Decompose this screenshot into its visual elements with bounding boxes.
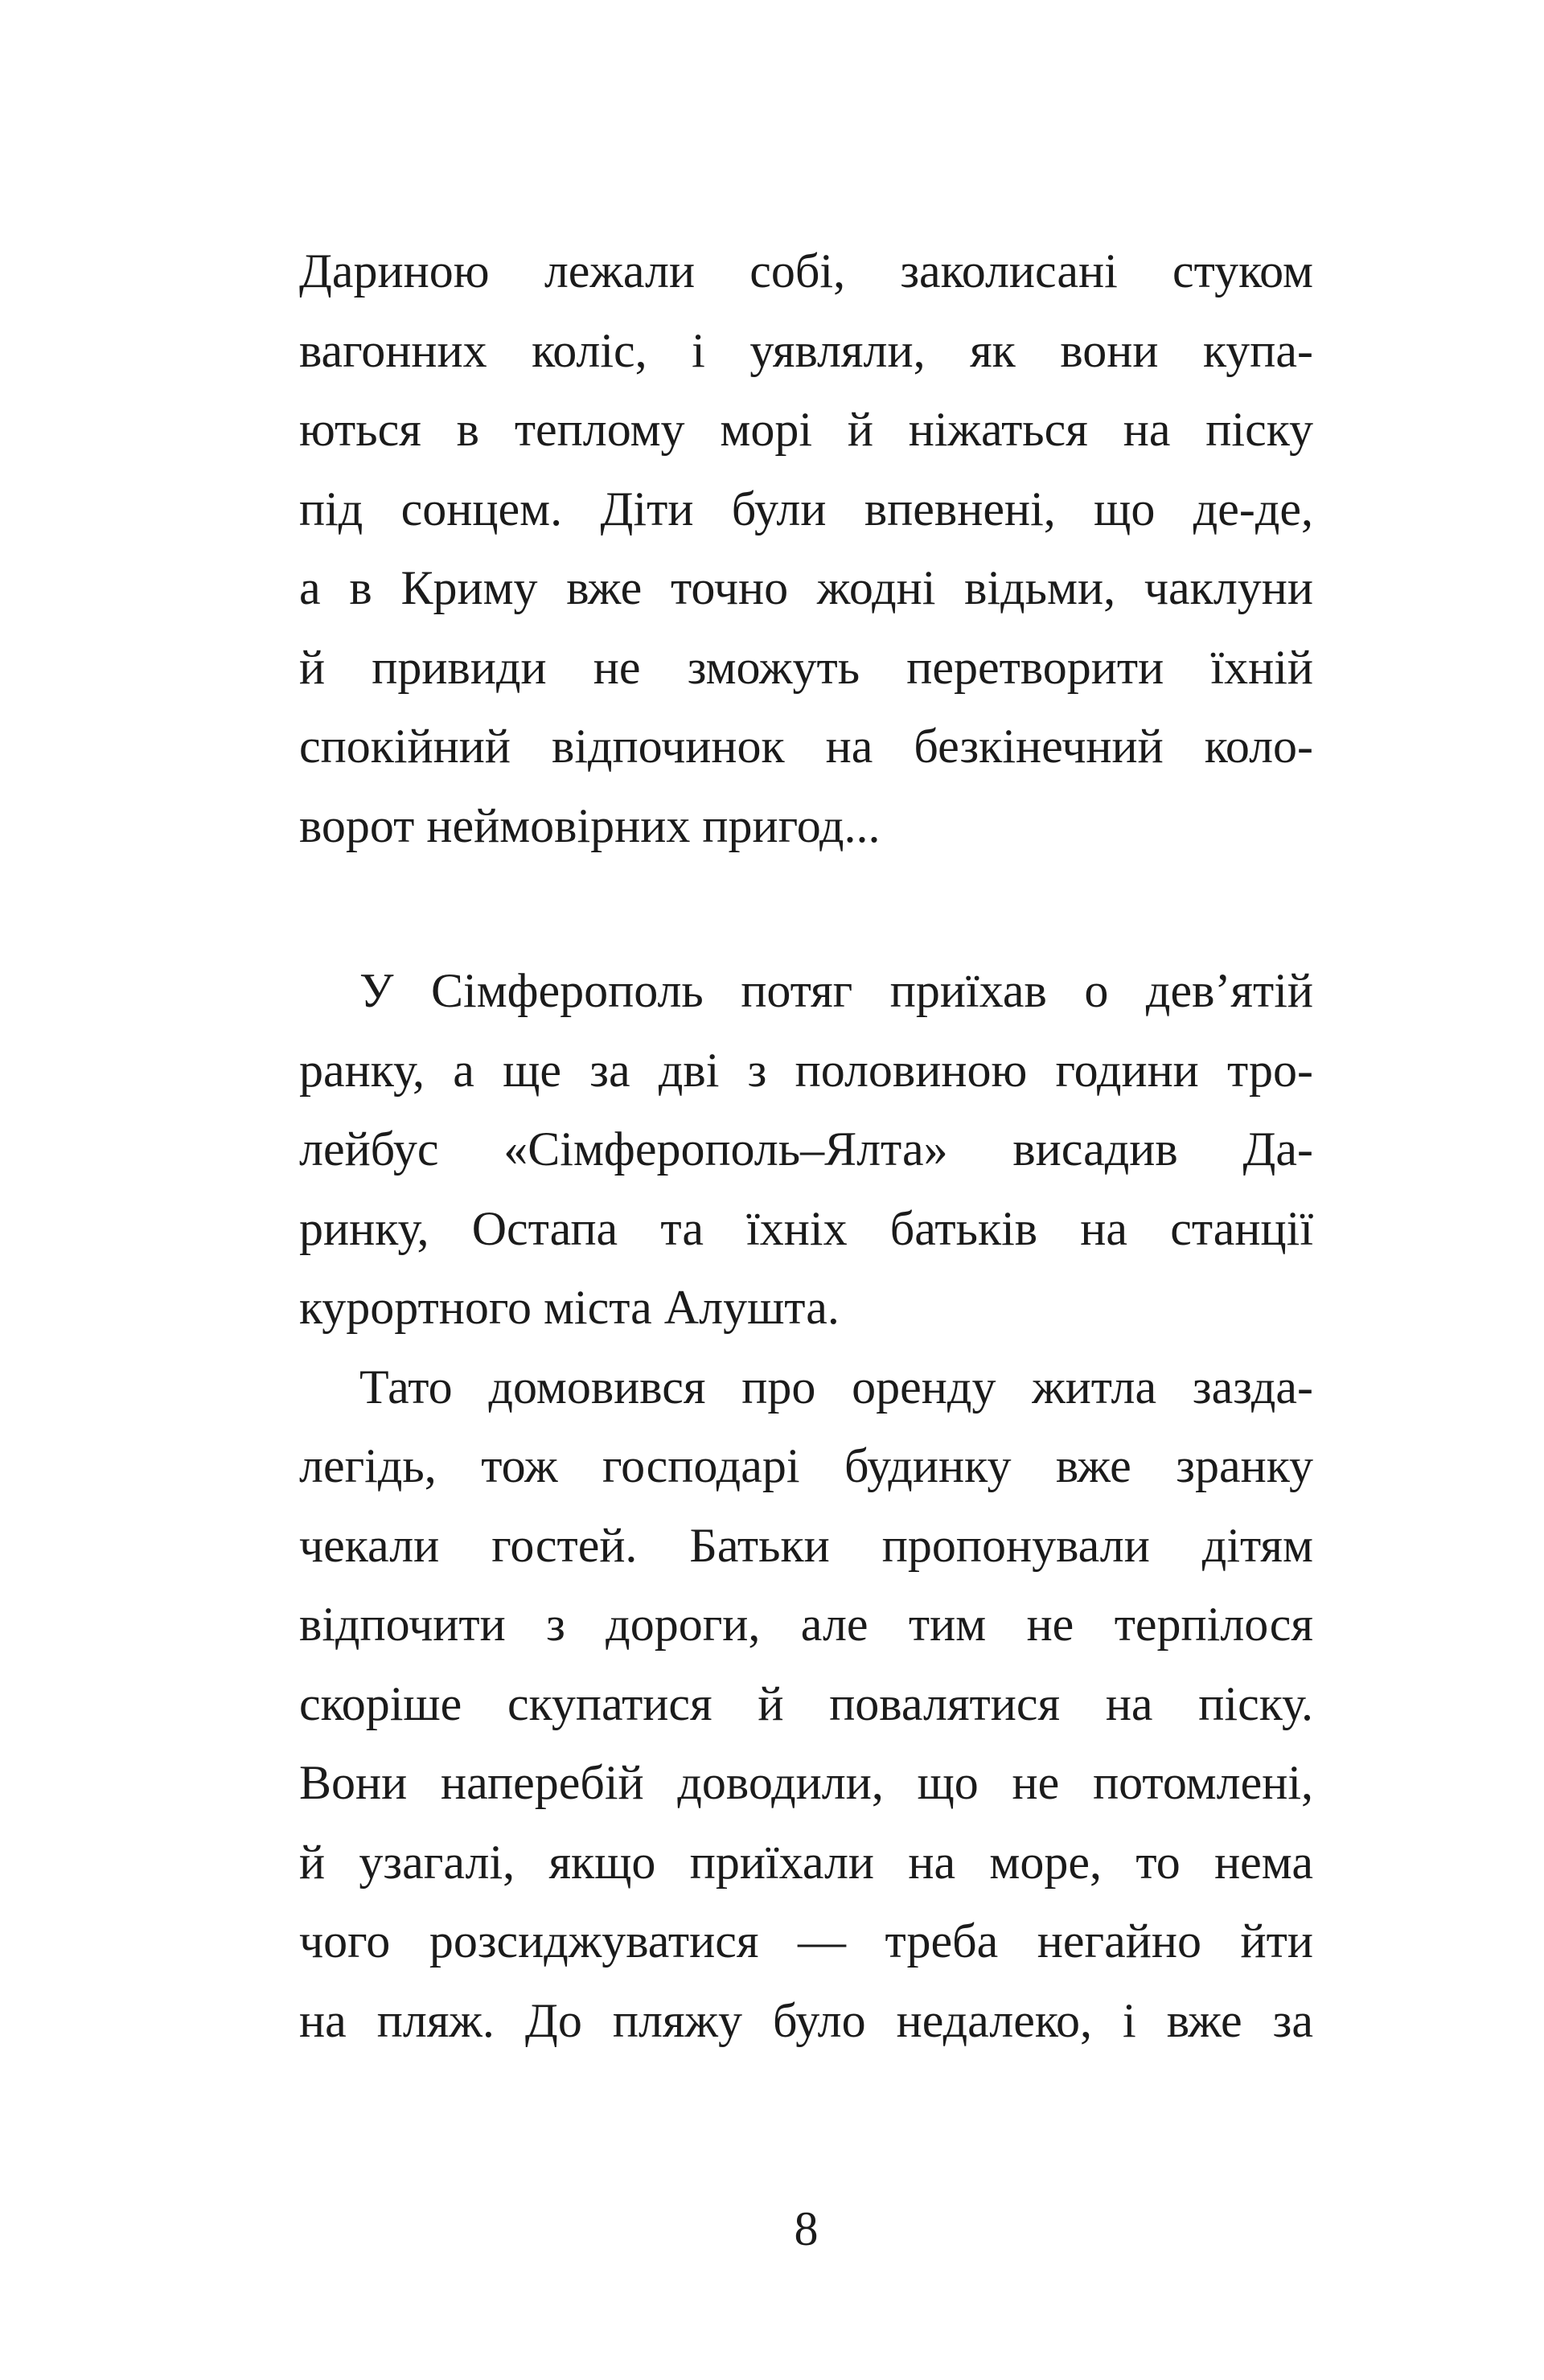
text-line: ворот неймовірних пригод... — [299, 798, 881, 852]
text-line: ються в теплому морі й ніжаться на піску — [299, 403, 1313, 456]
paragraphs-2-3 — [299, 951, 1313, 2060]
text-line: скоріше скупатися й повалятися на піску. — [299, 1676, 1313, 1730]
text-line: курортного міста Алушта. — [299, 1281, 840, 1334]
text-line: легідь, тож господарі будинку вже зранку — [299, 1439, 1313, 1492]
text-line: й узагалі, якщо приїхали на море, то нема — [299, 1835, 1313, 1889]
text-line: Дариною лежали собі, заколисані стуком — [299, 244, 1313, 298]
text-line: відпочити з дороги, але тим не терпілося — [299, 1598, 1313, 1651]
text-line: У Сімферополь потяг приїхав о дев’ятій — [359, 964, 1313, 1017]
text-line: й привиди не зможуть перетворити їхній — [299, 640, 1313, 694]
text-line: Тато домовився про оренду житла зазда- — [359, 1360, 1313, 1414]
text-line: вагонних коліс, і уявляли, як вони купа- — [299, 323, 1313, 377]
text-line: спокійний відпочинок на безкінечний коло- — [299, 720, 1313, 773]
text-line: ранку, а ще за дві з половиною години тро- — [299, 1043, 1313, 1097]
text-line: чекали гостей. Батьки пропонували дітям — [299, 1518, 1313, 1572]
text-line: ринку, Остапа та їхніх батьків на станції — [299, 1201, 1313, 1255]
paragraph-1 — [299, 232, 1313, 865]
text-line: під сонцем. Діти були впевнені, що де-де, — [299, 482, 1313, 536]
text-line: чого розсиджуватися — треба негайно йти — [299, 1914, 1313, 1968]
page-number: 8 — [794, 2202, 819, 2255]
text-line: а в Криму вже точно жодні відьми, чаклуни — [299, 561, 1313, 614]
text-line: Вони наперебій доводили, що не потомлені, — [299, 1756, 1313, 1809]
text-line: на пляж. До пляжу було недалеко, і вже за — [299, 1993, 1313, 2047]
text-line: лейбус «Сімферополь–Ялта» висадив Да- — [299, 1122, 1313, 1176]
